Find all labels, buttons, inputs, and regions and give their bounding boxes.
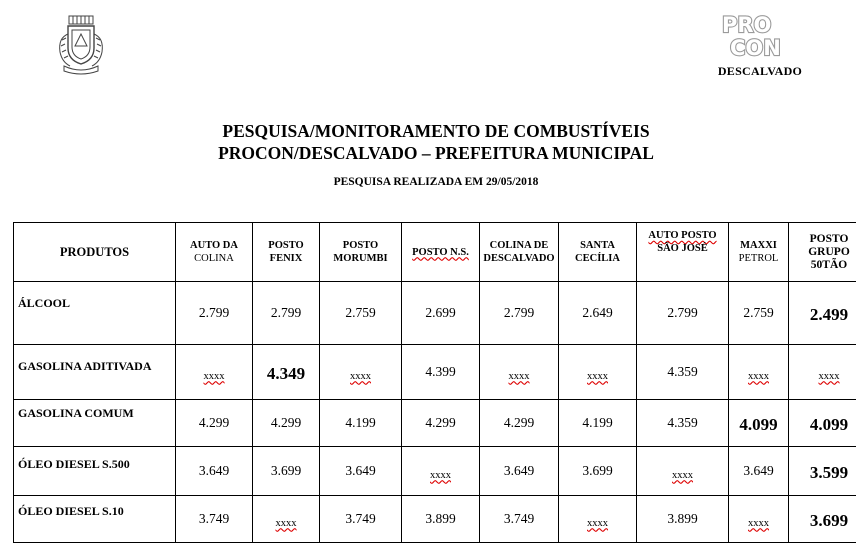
price-cell: 3.749 bbox=[320, 496, 402, 543]
table-row-alcool bbox=[14, 282, 856, 345]
procon-city-label: DESCALVADO bbox=[708, 64, 812, 79]
title-line-1: PESQUISA/MONITORAMENTO DE COMBUSTÍVEIS bbox=[0, 120, 856, 142]
procon-logo bbox=[720, 12, 790, 58]
price-cell: 4.299 bbox=[253, 400, 320, 447]
column-header-maxxi-petrol: MAXXI PETROL bbox=[729, 223, 789, 282]
price-cell: 3.649 bbox=[320, 447, 402, 496]
title-line-2: PROCON/DESCALVADO – PREFEITURA MUNICIPAL bbox=[0, 142, 856, 164]
price-cell: 4.299 bbox=[480, 400, 559, 447]
survey-date: PESQUISA REALIZADA EM 29/05/2018 bbox=[0, 176, 856, 188]
price-cell: 2.799 bbox=[637, 282, 729, 345]
table-header-row bbox=[14, 223, 856, 282]
price-cell: 4.359 bbox=[637, 400, 729, 447]
price-cell: 4.299 bbox=[176, 400, 253, 447]
svg-text:CON: CON bbox=[730, 36, 781, 58]
price-cell: xxxx bbox=[729, 496, 789, 543]
price-cell: 2.799 bbox=[253, 282, 320, 345]
price-cell: xxxx bbox=[559, 345, 637, 400]
price-cell: xxxx bbox=[559, 496, 637, 543]
price-cell: xxxx bbox=[729, 345, 789, 400]
price-cell: 2.799 bbox=[480, 282, 559, 345]
column-header-auto-da-colina: AUTO DA COLINA bbox=[176, 223, 253, 282]
price-cell: 3.649 bbox=[176, 447, 253, 496]
column-header-auto-posto-sao-jose: AUTO POSTO SÃO JOSÉ bbox=[637, 223, 729, 282]
procon-logo-block bbox=[712, 12, 812, 79]
fuel-price-table bbox=[13, 222, 856, 543]
product-name: GASOLINA COMUM bbox=[14, 400, 176, 447]
document-title bbox=[0, 120, 856, 188]
municipal-coat-of-arms bbox=[56, 14, 106, 76]
price-cell-lowest: 4.099 bbox=[789, 400, 856, 447]
table-row-oleo-diesel-s500 bbox=[14, 447, 856, 496]
price-cell: 2.699 bbox=[402, 282, 480, 345]
price-cell: xxxx bbox=[637, 447, 729, 496]
column-header-posto-ns: POSTO N.S. bbox=[402, 223, 480, 282]
table-row-oleo-diesel-s10 bbox=[14, 496, 856, 543]
price-cell: 3.649 bbox=[729, 447, 789, 496]
price-cell-lowest: 4.099 bbox=[729, 400, 789, 447]
price-cell: 4.359 bbox=[637, 345, 729, 400]
price-cell: 3.749 bbox=[176, 496, 253, 543]
price-cell: xxxx bbox=[253, 496, 320, 543]
price-cell: 2.759 bbox=[320, 282, 402, 345]
column-header-posto-morumbi: POSTO MORUMBI bbox=[320, 223, 402, 282]
price-cell: 2.759 bbox=[729, 282, 789, 345]
price-cell: 3.649 bbox=[480, 447, 559, 496]
price-cell: 3.699 bbox=[253, 447, 320, 496]
price-cell-lowest: 4.349 bbox=[253, 345, 320, 400]
price-cell: xxxx bbox=[480, 345, 559, 400]
column-header-posto-fenix: POSTO FENIX bbox=[253, 223, 320, 282]
price-cell: xxxx bbox=[789, 345, 856, 400]
price-cell: xxxx bbox=[176, 345, 253, 400]
price-cell: 4.199 bbox=[559, 400, 637, 447]
price-cell: 3.899 bbox=[402, 496, 480, 543]
price-cell: 2.799 bbox=[176, 282, 253, 345]
column-header-colina-de-descalvado: COLINA DE DESCALVADO bbox=[480, 223, 559, 282]
column-header-posto-grupo-50tao: POSTO GRUPO 50TÃO bbox=[789, 223, 856, 282]
price-cell: 4.199 bbox=[320, 400, 402, 447]
price-cell: 4.399 bbox=[402, 345, 480, 400]
product-name: ÁLCOOL bbox=[14, 282, 176, 345]
column-header-santa-cecilia: SANTA CECÍLIA bbox=[559, 223, 637, 282]
table-row-gasolina-aditivada bbox=[14, 345, 856, 400]
column-header-produtos: PRODUTOS bbox=[14, 223, 176, 282]
price-cell: 2.649 bbox=[559, 282, 637, 345]
price-cell: 3.899 bbox=[637, 496, 729, 543]
price-cell: 3.699 bbox=[559, 447, 637, 496]
price-cell: 4.299 bbox=[402, 400, 480, 447]
svg-text:PRO: PRO bbox=[722, 13, 771, 37]
price-cell-lowest: 2.499 bbox=[789, 282, 856, 345]
product-name: ÓLEO DIESEL S.500 bbox=[14, 447, 176, 496]
price-cell: 3.749 bbox=[480, 496, 559, 543]
price-cell-lowest: 3.599 bbox=[789, 447, 856, 496]
product-name: ÓLEO DIESEL S.10 bbox=[14, 496, 176, 543]
table-row-gasolina-comum bbox=[14, 400, 856, 447]
price-cell: xxxx bbox=[320, 345, 402, 400]
price-cell: xxxx bbox=[402, 447, 480, 496]
price-cell-lowest: 3.699 bbox=[789, 496, 856, 543]
product-name: GASOLINA ADITIVADA bbox=[14, 345, 176, 400]
